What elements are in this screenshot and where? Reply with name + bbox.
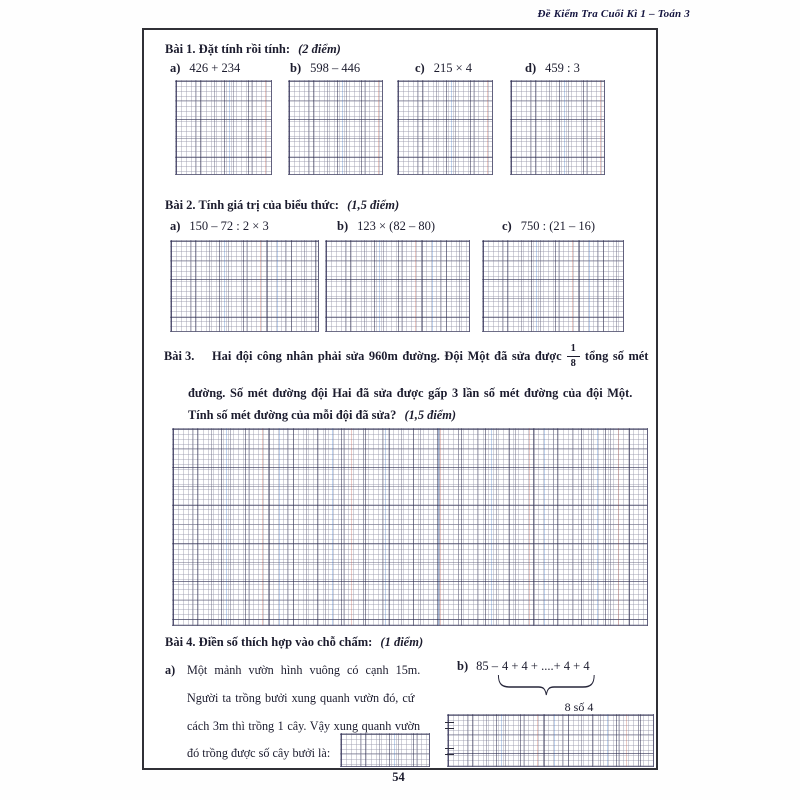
answer-grid xyxy=(510,80,605,175)
bai1-item-b xyxy=(290,61,360,76)
item-expression: 150 – 72 : 2 × 3 xyxy=(189,219,269,233)
item-label: a) xyxy=(170,219,181,233)
answer-grid-wide xyxy=(447,714,654,767)
bai1-item-c xyxy=(415,61,472,76)
bai4-title: Bài 4. Điền số thích hợp vào chỗ chấm: xyxy=(165,635,373,649)
fraction-numerator: 1 xyxy=(567,343,580,357)
bai1-title: Bài 1. Đặt tính rồi tính: xyxy=(165,42,291,56)
answer-grid xyxy=(170,240,319,332)
answer-grid xyxy=(482,240,624,332)
answer-grid xyxy=(288,80,383,175)
bai3-label: Bài 3. xyxy=(164,349,195,363)
item-label: b) xyxy=(290,61,302,75)
answer-grid xyxy=(325,240,470,332)
bai3-line1-after: tổng số mét xyxy=(584,348,649,363)
bai2-item-a xyxy=(170,219,269,234)
item-label: c) xyxy=(415,61,425,75)
bai3-line1-before: Hai đội công nhân phải sửa 960m đường. Đội Một đã sửa được xyxy=(212,348,562,363)
bai2-heading xyxy=(165,198,399,213)
bai2-points: (1,5 điểm) xyxy=(347,198,400,212)
page-header: Đề Kiểm Tra Cuối Kì 1 – Toán 3 xyxy=(537,8,690,20)
item-label: d) xyxy=(525,61,537,75)
item-expression: 750 : (21 – 16) xyxy=(520,219,596,233)
item-label: a) xyxy=(170,61,181,75)
answer-grid xyxy=(397,80,493,175)
bai4a-line1: Một mảnh vườn hình vuông có cạnh 15m. xyxy=(187,663,421,677)
bai4b-expr-braced: 4 + 4 + ....+ 4 + 4 xyxy=(502,659,590,673)
item-expression: 123 × (82 – 80) xyxy=(357,219,435,233)
bai1-heading xyxy=(165,42,341,57)
scan-mark xyxy=(445,722,454,729)
bai4b-line xyxy=(457,659,590,674)
bai4a-line4: đó trồng được số cây bưởi là: xyxy=(187,746,331,760)
bai3-line2: đường. Số mét đường đội Hai đã sửa được gấp 3 lần số mét đường của đội Một. xyxy=(188,386,633,400)
bai2-item-b xyxy=(337,219,435,234)
item-label: b) xyxy=(337,219,349,233)
bai4b-braced-group xyxy=(502,659,590,674)
underbrace-icon xyxy=(497,674,596,696)
bai3-line3 xyxy=(188,408,456,423)
bai1-item-d xyxy=(525,61,580,76)
bai4-points: (1 điểm) xyxy=(380,635,424,649)
bai3-points: (1,5 điểm) xyxy=(404,408,457,422)
content-frame xyxy=(142,28,658,770)
bai4b-expr-prefix: 85 – xyxy=(476,659,498,673)
answer-grid-small xyxy=(340,733,430,767)
fraction-one-eighth xyxy=(567,343,580,370)
bai1-points: (2 điểm) xyxy=(298,42,341,56)
bai4-heading xyxy=(165,635,423,650)
bai4b-brace-label: 8 số 4 xyxy=(564,700,594,714)
item-expression: 426 + 234 xyxy=(189,61,241,75)
bai2-title: Bài 2. Tính giá trị của biểu thức: xyxy=(165,198,339,212)
bai2-item-c xyxy=(502,219,595,234)
item-expression: 598 – 446 xyxy=(310,61,361,75)
answer-grid xyxy=(175,80,272,175)
bai4b-label: b) xyxy=(457,659,469,673)
bai1-item-a xyxy=(170,61,240,76)
bai3-question: Tính số mét đường của mỗi đội đã sửa? xyxy=(188,408,397,422)
scan-mark xyxy=(445,748,454,755)
item-expression: 215 × 4 xyxy=(433,61,473,75)
page-number: 54 xyxy=(392,770,405,784)
bai3-line1 xyxy=(212,338,648,374)
answer-grid-large xyxy=(172,428,648,626)
bai4a-line3: cách 3m thì trồng 1 cây. Vậy xung quanh vườn xyxy=(187,719,421,733)
item-label: c) xyxy=(502,219,512,233)
fraction-denominator: 8 xyxy=(570,357,576,369)
bai4a-line2: Người ta trồng bưởi xung quanh vườn đó, cứ xyxy=(187,691,415,705)
item-expression: 459 : 3 xyxy=(545,61,580,75)
bai4a-label: a) xyxy=(165,663,176,677)
